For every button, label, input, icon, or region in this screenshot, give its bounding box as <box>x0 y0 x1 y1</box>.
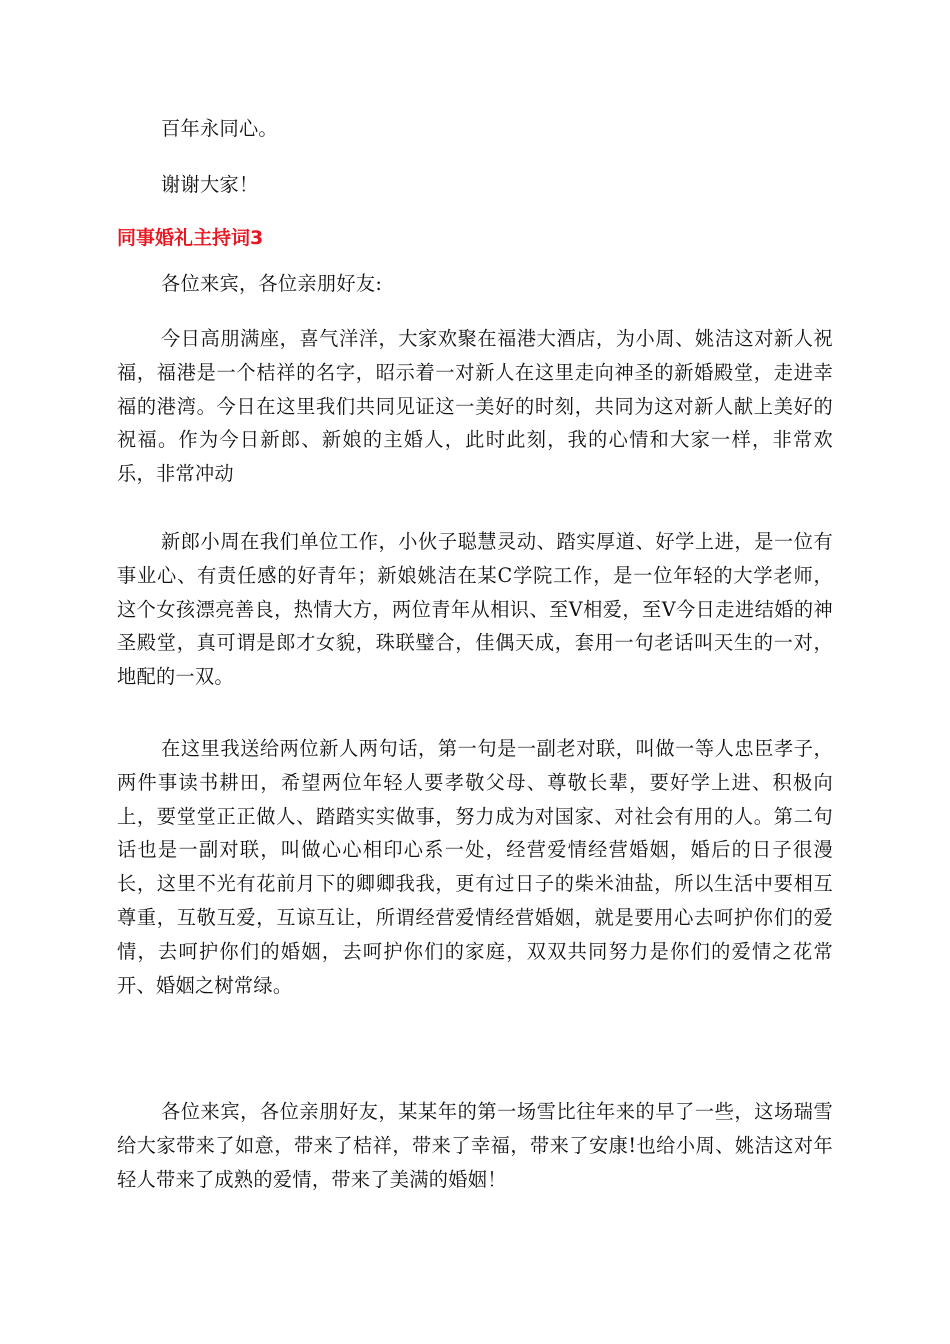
section-heading: 同事婚礼主持词3 <box>117 227 264 249</box>
paragraph-2: 新郎小周在我们单位工作，小伙子聪慧灵动、踏实厚道、好学上进，是一位有事业心、有责任感的好青年；新娘姚洁在某C学院工作，是一位年轻的大学老师，这个女孩漂亮善良，热情大方，两位青年从相识、至V相爱，至V今日走进结婚的神圣殿堂，真可谓是郎才女貌，珠联璧合，佳偶天成，套用一句老话叫天生的一对，地配的一双。 <box>117 530 833 689</box>
paragraph-3: 在这里我送给两位新人两句话，第一句是一副老对联，叫做一等人忠臣孝子，两件事读书耕田，希望两位年轻人要孝敬父母、尊敬长辈，要好学上进、积极向上，要堂堂正正做人、踏踏实实做事，努力成为对国家、对社会有用的人。第二句话也是一副对联，叫做心心相印心系一处，经营爱情经营婚姻，婚后的日子很漫长，这里不光有花前月下的卿卿我我，更有过日子的柴米油盐，所以生活中要相互尊重，互敬互爱，互谅互让，所谓经营爱情经营婚姻，就是要用心去呵护你们的爱情，去呵护你们的婚姻，去呵护你们的家庭，双双共同努力是你们的爱情之花常开、婚姻之树常绿。 <box>117 737 833 997</box>
closing-line-1: 百年永同心。 <box>161 117 278 140</box>
paragraph-1: 今日高朋满座，喜气洋洋，大家欢聚在福港大酒店，为小周、姚洁这对新人祝福，福港是一个桔祥的名字，昭示着一对新人在这里走向神圣的新婚殿堂，走进幸福的港湾。今日在这里我们共同见证这一美好的时刻，共同为这对新人献上美好的祝福。作为今日新郎、新娘的主婚人，此时此刻，我的心情和大家一样，非常欢乐，非常冲动 <box>117 327 833 486</box>
closing-line-2: 谢谢大家！ <box>161 173 259 196</box>
paragraph-4: 各位来宾，各位亲朋好友，某某年的第一场雪比往年来的早了一些，这场瑞雪给大家带来了如意，带来了桔祥，带来了幸福，带来了安康!也给小周、姚洁这对年轻人带来了成熟的爱情，带来了美满的婚姻！ <box>117 1100 833 1191</box>
greeting-line: 各位来宾，各位亲朋好友: <box>161 272 383 295</box>
